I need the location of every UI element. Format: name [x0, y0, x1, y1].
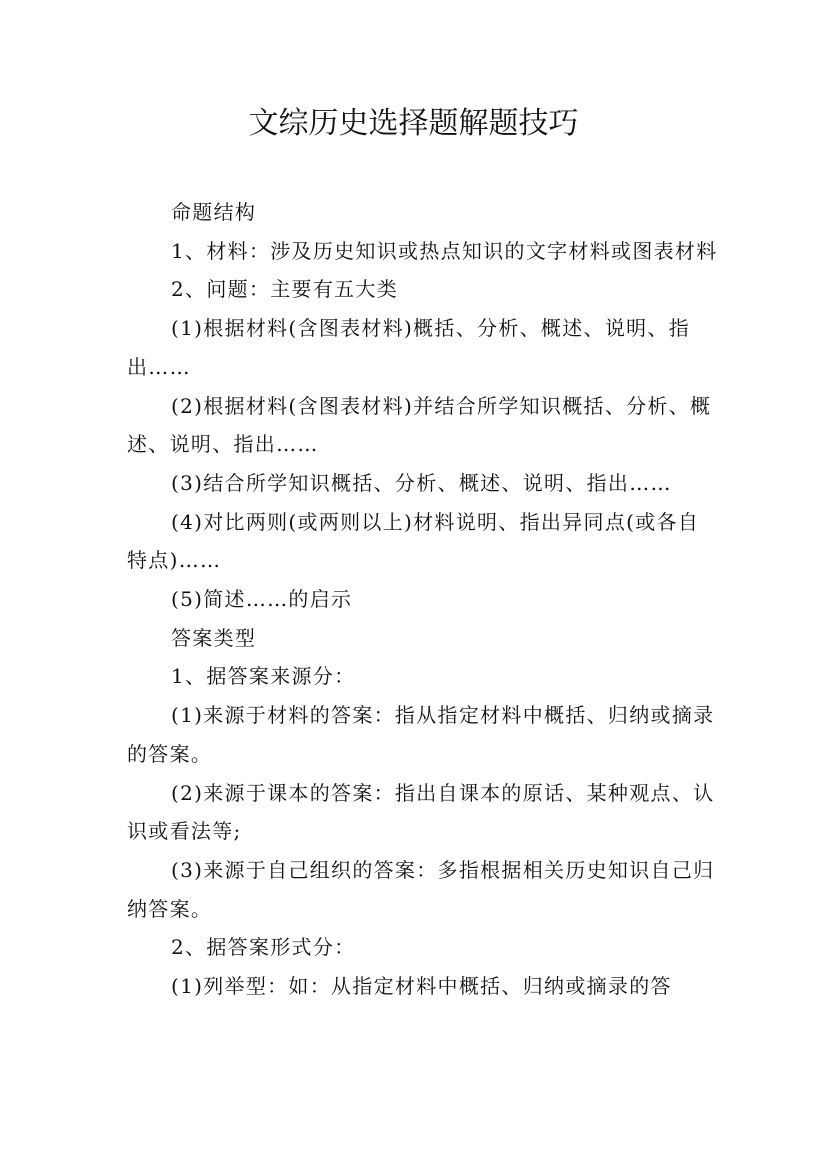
paragraph: 1、据答案来源分： — [171, 664, 356, 689]
paragraph: 1、材料：涉及历史知识或热点知识的文字材料或图表材料 — [171, 238, 718, 263]
list-item: (3)来源于自己组织的答案：多指根据相关历史知识自己归纳答案。 — [127, 857, 715, 921]
document-body — [127, 193, 719, 1006]
paragraph: 2、据答案形式分： — [171, 935, 356, 960]
list-item: (5)简述……的启示 — [171, 587, 353, 612]
list-item: (1)根据材料(含图表材料)概括、分析、概述、说明、指出…… — [127, 316, 691, 379]
list-item: (1)来源于材料的答案：指从指定材料中概括、归纳或摘录的答案。 — [127, 703, 715, 766]
list-item: (3)结合所学知识概括、分析、概述、说明、指出…… — [171, 470, 672, 495]
section-heading-answer-types: 答案类型 — [171, 625, 257, 650]
document-title: 文综历史选择题解题技巧 — [248, 106, 579, 141]
list-item: (1)列举型：如：从指定材料中概括、归纳或摘录的答 — [171, 974, 672, 999]
list-item: (2)根据材料(含图表材料)并结合所学知识概括、分析、概述、说明、指出…… — [127, 393, 712, 457]
section-heading-structure: 命题结构 — [171, 200, 257, 224]
list-item: (4)对比两则(或两则以上)材料说明、指出异同点(或各自特点)…… — [127, 509, 700, 573]
list-item: (2)来源于课本的答案：指出自课本的原话、某种观点、认识或看法等; — [127, 780, 715, 844]
paragraph: 2、问题：主要有五大类 — [171, 277, 399, 302]
